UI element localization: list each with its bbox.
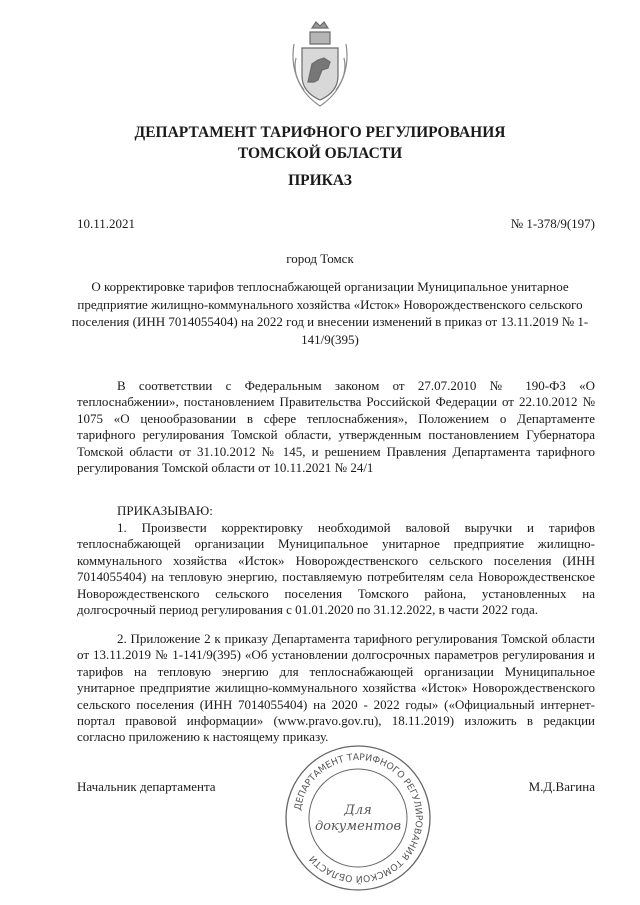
department-line-2: ТОМСКОЙ ОБЛАСТИ (237, 145, 403, 162)
order-date: 10.11.2021 (77, 216, 136, 231)
orders-heading: ПРИКАЗЫВАЮ: (117, 503, 213, 518)
order-subject: О корректировке тарифов теплоснабжающей организации Муниципальное унитарное предприятие жилищно-коммунального хозяйства «Исток» Новорождественского сельского поселения (ИНН 7014055404) на 2022 год и внесении изменений в приказ от 13.11.2019 № 1-141/9(395) (71, 279, 589, 347)
stamp-seal (282, 742, 434, 894)
document-type: ПРИКАЗ (288, 172, 352, 189)
preamble-paragraph: В соответствии с Федеральным законом от 27.07.2010 № 190-ФЗ «О теплоснабжении», постановлением Правительства Российской Федерации от 22.10.2012 № 1075 «О ценообразовании в сфере теплоснабжения», Положением о Департаменте тарифного регулирования Томской области, утвержденным постановлением Губернатора Томской области от 31.10.2012 № 145, и решением Правления Департамента тарифного регулирования Томской области от 10.11.2021 № 24/1 (77, 378, 595, 476)
order-number: № 1-378/9(197) (510, 216, 595, 231)
stamp-center-line-2: документов (314, 819, 402, 834)
stamp-ring-text: ДЕПАРТАМЕНТ ТАРИФНОГО РЕГУЛИРОВАНИЯ ТОМСКОЙ ОБЛАСТИ (292, 751, 425, 885)
order-item-1: 1. Произвести корректировку необходимой валовой выручки и тарифов теплоснабжающей организации Муниципальное унитарное предприятие жилищно-коммунального хозяйства «Исток» Новорождественского сельского поселения (ИНН 7014055404) на тепловую энергию, поставляемую потребителям села Новорождественское Новорождественского сельского поселения Томского района, установленных на долгосрочный период регулирования с 01.01.2020 по 31.12.2022, в части 2022 года. (77, 520, 595, 618)
signer-title: Начальник департамента (77, 779, 216, 794)
department-name (60, 122, 580, 164)
department-line-1: ДЕПАРТАМЕНТ ТАРИФНОГО РЕГУЛИРОВАНИЯ (134, 124, 506, 141)
signer-name: М.Д.Вагина (528, 779, 595, 794)
stamp-center-line-1: Для (344, 803, 372, 818)
tomsk-coat-of-arms-icon (288, 18, 352, 110)
city: город Томск (286, 251, 354, 266)
order-item-2: 2. Приложение 2 к приказу Департамента тарифного регулирования Томской области от 13.11.2019 № 1-141/9(395) «Об установлении долгосрочных параметров регулирования и тарифов на тепловую энергию для теплоснабжающей организации Муниципальное унитарное предприятие жилищно-коммунального хозяйства «Исток» Новорождественского сельского поселения (ИНН 7014055404) на 2020 - 2022 годы» («Официальный интернет-портал правовой информации» (www.pravo.gov.ru), 18.11.2019) изложить в редакции согласно приложению к настоящему приказу. (77, 631, 595, 745)
